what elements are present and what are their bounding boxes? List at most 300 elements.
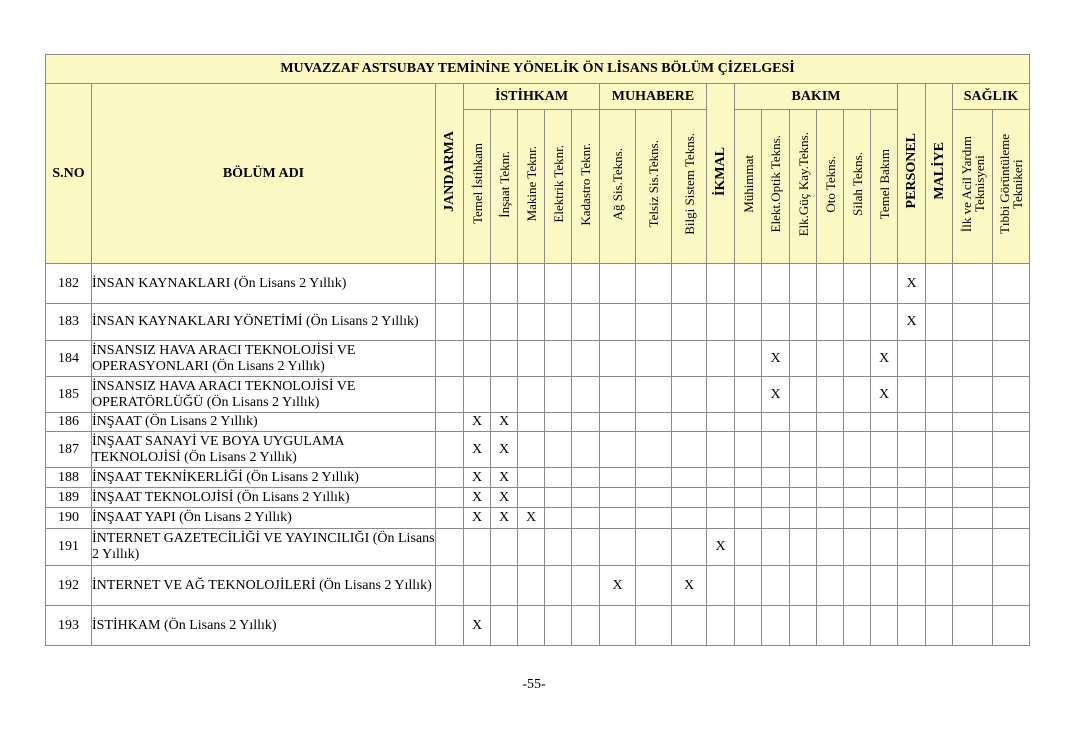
mark-cell xyxy=(572,508,600,529)
mark-cell: X xyxy=(518,508,545,529)
mark-cell xyxy=(572,606,600,646)
mark-cell xyxy=(790,264,817,304)
header-col-ag-sis-tekns xyxy=(600,110,636,264)
mark-cell xyxy=(993,377,1030,413)
header-label: Kadastro Teknr. xyxy=(578,142,593,226)
mark-cell xyxy=(735,341,762,377)
mark-cell xyxy=(491,341,518,377)
mark-cell xyxy=(672,606,707,646)
mark-cell xyxy=(707,606,735,646)
mark-cell xyxy=(518,488,545,508)
row-number: 184 xyxy=(46,341,92,377)
mark-cell xyxy=(707,432,735,468)
header-col-insaat-teknr xyxy=(491,110,518,264)
mark-cell: X xyxy=(491,413,518,432)
mark-cell xyxy=(762,432,790,468)
mark-cell: X xyxy=(898,264,926,304)
mark-cell xyxy=(953,606,993,646)
mark-cell xyxy=(898,413,926,432)
header-label: İlk ve Acil Yardım Teknisyeni xyxy=(958,135,987,233)
mark-cell xyxy=(707,304,735,341)
header-col-makine-teknr xyxy=(518,110,545,264)
mark-cell xyxy=(871,488,898,508)
mark-cell xyxy=(707,468,735,488)
header-col-telsiz-sis-tekns xyxy=(636,110,672,264)
mark-cell xyxy=(735,264,762,304)
mark-cell xyxy=(993,341,1030,377)
mark-cell xyxy=(735,413,762,432)
mark-cell: X xyxy=(898,304,926,341)
mark-cell xyxy=(436,432,464,468)
row-number: 186 xyxy=(46,413,92,432)
mark-cell xyxy=(672,468,707,488)
mark-cell xyxy=(898,432,926,468)
table-row xyxy=(46,432,1030,468)
program-name: İSTİHKAM (Ön Lisans 2 Yıllık) xyxy=(92,606,436,646)
mark-cell xyxy=(817,304,844,341)
mark-cell xyxy=(735,529,762,566)
mark-cell: X xyxy=(600,566,636,606)
mark-cell xyxy=(790,341,817,377)
header-label: MALİYE xyxy=(931,142,947,200)
mark-cell xyxy=(545,377,572,413)
mark-cell xyxy=(993,468,1030,488)
header-col-ilk-acil-yardim xyxy=(953,110,993,264)
mark-cell xyxy=(436,341,464,377)
mark-cell xyxy=(491,529,518,566)
row-number: 190 xyxy=(46,508,92,529)
mark-cell xyxy=(953,432,993,468)
mark-cell xyxy=(762,304,790,341)
mark-cell: X xyxy=(491,508,518,529)
mark-cell: X xyxy=(491,468,518,488)
mark-cell xyxy=(817,566,844,606)
mark-cell xyxy=(926,413,953,432)
mark-cell xyxy=(898,508,926,529)
mark-cell: X xyxy=(762,341,790,377)
mark-cell xyxy=(545,508,572,529)
mark-cell xyxy=(844,377,871,413)
mark-cell xyxy=(636,606,672,646)
mark-cell xyxy=(993,304,1030,341)
mark-cell xyxy=(844,264,871,304)
mark-cell xyxy=(926,304,953,341)
mark-cell xyxy=(518,341,545,377)
mark-cell xyxy=(871,432,898,468)
row-number: 187 xyxy=(46,432,92,468)
mark-cell xyxy=(993,488,1030,508)
mark-cell xyxy=(993,508,1030,529)
mark-cell xyxy=(436,304,464,341)
row-number: 189 xyxy=(46,488,92,508)
mark-cell xyxy=(844,488,871,508)
mark-cell xyxy=(600,377,636,413)
mark-cell xyxy=(672,488,707,508)
program-name: İNSAN KAYNAKLARI (Ön Lisans 2 Yıllık) xyxy=(92,264,436,304)
mark-cell xyxy=(518,304,545,341)
header-label: Makine Teknr. xyxy=(523,146,539,222)
mark-cell xyxy=(600,341,636,377)
mark-cell xyxy=(672,529,707,566)
mark-cell: X xyxy=(464,508,491,529)
mark-cell xyxy=(572,488,600,508)
header-sno: S.NO xyxy=(46,84,92,264)
mark-cell xyxy=(993,264,1030,304)
header-col-muhimmat xyxy=(735,110,762,264)
mark-cell xyxy=(636,468,672,488)
mark-cell: X xyxy=(464,606,491,646)
mark-cell xyxy=(871,508,898,529)
mark-cell xyxy=(545,606,572,646)
mark-cell xyxy=(572,468,600,488)
mark-cell: X xyxy=(707,529,735,566)
mark-cell xyxy=(762,566,790,606)
mark-cell xyxy=(790,413,817,432)
mark-cell xyxy=(600,488,636,508)
mark-cell xyxy=(993,413,1030,432)
mark-cell xyxy=(518,566,545,606)
header-label: Ağ Sis.Tekns. xyxy=(610,147,625,221)
row-number: 183 xyxy=(46,304,92,341)
mark-cell xyxy=(844,529,871,566)
mark-cell xyxy=(572,341,600,377)
mark-cell xyxy=(636,304,672,341)
program-name: İNŞAAT TEKNİKERLİĞİ (Ön Lisans 2 Yıllık) xyxy=(92,468,436,488)
row-number: 185 xyxy=(46,377,92,413)
mark-cell xyxy=(545,264,572,304)
mark-cell xyxy=(735,377,762,413)
mark-cell xyxy=(926,606,953,646)
mark-cell xyxy=(953,413,993,432)
mark-cell xyxy=(762,606,790,646)
row-number: 188 xyxy=(46,468,92,488)
table-row xyxy=(46,566,1030,606)
mark-cell xyxy=(817,432,844,468)
mark-cell xyxy=(464,264,491,304)
mark-cell xyxy=(636,264,672,304)
mark-cell xyxy=(464,529,491,566)
mark-cell xyxy=(636,488,672,508)
mark-cell xyxy=(898,488,926,508)
mark-cell xyxy=(926,377,953,413)
mark-cell xyxy=(993,606,1030,646)
mark-cell xyxy=(572,529,600,566)
mark-cell xyxy=(707,566,735,606)
group-muhabere: MUHABERE xyxy=(600,84,707,110)
mark-cell xyxy=(600,508,636,529)
row-number: 191 xyxy=(46,529,92,566)
mark-cell xyxy=(636,432,672,468)
header-label: Elk.Güç Kay.Tekns. xyxy=(795,131,811,237)
mark-cell xyxy=(871,529,898,566)
mark-cell xyxy=(436,488,464,508)
mark-cell xyxy=(762,488,790,508)
mark-cell xyxy=(871,264,898,304)
mark-cell xyxy=(600,432,636,468)
mark-cell xyxy=(817,413,844,432)
mark-cell xyxy=(844,341,871,377)
header-col-elekt-optik-tekns xyxy=(762,110,790,264)
mark-cell xyxy=(672,341,707,377)
mark-cell xyxy=(572,432,600,468)
mark-cell xyxy=(545,529,572,566)
header-col-temel-istihkam xyxy=(464,110,491,264)
header-label: Temel İstihkam xyxy=(469,143,485,225)
header-label: Mühimmat xyxy=(740,155,756,213)
mark-cell xyxy=(993,432,1030,468)
mark-cell xyxy=(844,432,871,468)
group-bakim: BAKIM xyxy=(735,84,898,110)
mark-cell xyxy=(436,529,464,566)
header-label: PERSONEL xyxy=(904,133,919,209)
mark-cell xyxy=(518,468,545,488)
mark-cell: X xyxy=(871,341,898,377)
table-row xyxy=(46,341,1030,377)
table-row xyxy=(46,488,1030,508)
mark-cell xyxy=(871,566,898,606)
mark-cell xyxy=(762,468,790,488)
table-row xyxy=(46,468,1030,488)
mark-cell xyxy=(436,566,464,606)
mark-cell xyxy=(898,377,926,413)
mark-cell xyxy=(926,264,953,304)
mark-cell xyxy=(518,606,545,646)
header-col-maliye xyxy=(926,84,953,264)
mark-cell xyxy=(518,413,545,432)
mark-cell xyxy=(491,566,518,606)
table-row xyxy=(46,508,1030,529)
mark-cell xyxy=(464,566,491,606)
mark-cell xyxy=(672,377,707,413)
header-label: Telsiz Sis.Tekns. xyxy=(646,140,661,228)
mark-cell xyxy=(817,488,844,508)
mark-cell xyxy=(735,508,762,529)
header-col-silah-tekns xyxy=(844,110,871,264)
mark-cell xyxy=(672,304,707,341)
mark-cell xyxy=(518,264,545,304)
mark-cell xyxy=(636,566,672,606)
mark-cell xyxy=(707,377,735,413)
header-label: İnşaat Teknr. xyxy=(496,150,512,218)
header-col-jandarma xyxy=(436,84,464,264)
mark-cell: X xyxy=(672,566,707,606)
mark-cell xyxy=(790,529,817,566)
mark-cell xyxy=(898,468,926,488)
mark-cell xyxy=(926,508,953,529)
mark-cell xyxy=(790,432,817,468)
mark-cell xyxy=(572,413,600,432)
header-label: JANDARMA xyxy=(442,130,457,212)
program-name: İNŞAAT TEKNOLOJİSİ (Ön Lisans 2 Yıllık) xyxy=(92,488,436,508)
mark-cell xyxy=(436,468,464,488)
table-row xyxy=(46,413,1030,432)
mark-cell xyxy=(926,341,953,377)
group-saglik: SAĞLIK xyxy=(953,84,1030,110)
header-col-elk-guc-kay-tekns xyxy=(790,110,817,264)
mark-cell xyxy=(464,341,491,377)
mark-cell xyxy=(844,508,871,529)
mark-cell xyxy=(636,377,672,413)
mark-cell xyxy=(953,377,993,413)
mark-cell xyxy=(898,529,926,566)
mark-cell xyxy=(600,606,636,646)
mark-cell: X xyxy=(491,488,518,508)
mark-cell xyxy=(518,529,545,566)
mark-cell xyxy=(844,606,871,646)
mark-cell xyxy=(735,304,762,341)
mark-cell xyxy=(436,264,464,304)
mark-cell xyxy=(898,606,926,646)
mark-cell xyxy=(572,566,600,606)
mark-cell xyxy=(545,432,572,468)
mark-cell xyxy=(844,566,871,606)
mark-cell xyxy=(926,432,953,468)
mark-cell xyxy=(993,529,1030,566)
mark-cell xyxy=(953,468,993,488)
group-istihkam: İSTİHKAM xyxy=(464,84,600,110)
header-label: Tıbbi Görüntüleme Teknikeri xyxy=(997,133,1025,234)
mark-cell xyxy=(572,264,600,304)
mark-cell xyxy=(545,488,572,508)
mark-cell xyxy=(926,468,953,488)
mark-cell xyxy=(491,606,518,646)
mark-cell xyxy=(817,377,844,413)
mark-cell xyxy=(871,468,898,488)
mark-cell xyxy=(790,566,817,606)
header-col-bilgi-sistem-tekns xyxy=(672,110,707,264)
table-title: MUVAZZAF ASTSUBAY TEMİNİNE YÖNELİK ÖN LİSANS BÖLÜM ÇİZELGESİ xyxy=(46,55,1030,84)
header-label: Temel Bakım xyxy=(876,148,892,220)
mark-cell xyxy=(707,264,735,304)
mark-cell xyxy=(735,432,762,468)
program-name: İNSAN KAYNAKLARI YÖNETİMİ (Ön Lisans 2 Yıllık) xyxy=(92,304,436,341)
table-row xyxy=(46,529,1030,566)
row-number: 182 xyxy=(46,264,92,304)
mark-cell xyxy=(600,304,636,341)
mark-cell: X xyxy=(871,377,898,413)
mark-cell xyxy=(572,304,600,341)
mark-cell xyxy=(790,508,817,529)
mark-cell xyxy=(817,606,844,646)
table-row xyxy=(46,377,1030,413)
mark-cell xyxy=(898,341,926,377)
mark-cell xyxy=(871,304,898,341)
mark-cell xyxy=(790,468,817,488)
table-row xyxy=(46,606,1030,646)
mark-cell xyxy=(464,304,491,341)
page-number: -55- xyxy=(522,677,546,692)
mark-cell xyxy=(572,377,600,413)
mark-cell xyxy=(735,606,762,646)
header-col-personel xyxy=(898,84,926,264)
mark-cell: X xyxy=(464,488,491,508)
mark-cell xyxy=(636,529,672,566)
mark-cell xyxy=(953,508,993,529)
mark-cell xyxy=(953,264,993,304)
mark-cell xyxy=(436,606,464,646)
program-name: İNTERNET VE AĞ TEKNOLOJİLERİ (Ön Lisans 2 Yıllık) xyxy=(92,566,436,606)
mark-cell xyxy=(672,264,707,304)
mark-cell xyxy=(436,377,464,413)
mark-cell xyxy=(672,432,707,468)
mark-cell xyxy=(817,264,844,304)
mark-cell xyxy=(636,508,672,529)
mark-cell xyxy=(993,566,1030,606)
mark-cell xyxy=(953,488,993,508)
mark-cell xyxy=(790,488,817,508)
mark-cell xyxy=(926,566,953,606)
mark-cell xyxy=(491,377,518,413)
header-label: Bilgi Sistem Tekns. xyxy=(681,133,697,235)
mark-cell xyxy=(636,413,672,432)
mark-cell xyxy=(636,341,672,377)
header-label: Elektrik Teknr. xyxy=(550,145,566,223)
mark-cell xyxy=(790,377,817,413)
mark-cell xyxy=(871,413,898,432)
program-name: İNTERNET GAZETECİLİĞİ VE YAYINCILIĞI (Ön Lisans 2 Yıllık) xyxy=(92,529,436,566)
mark-cell xyxy=(600,468,636,488)
mark-cell: X xyxy=(762,377,790,413)
header-col-kadastro-teknr xyxy=(572,110,600,264)
mark-cell: X xyxy=(464,432,491,468)
mark-cell xyxy=(600,529,636,566)
row-number: 192 xyxy=(46,566,92,606)
mark-cell xyxy=(762,508,790,529)
mark-cell xyxy=(953,529,993,566)
header-label: Silah Tekns. xyxy=(849,152,865,216)
header-label: İKMAL xyxy=(713,146,728,196)
mark-cell xyxy=(518,377,545,413)
mark-cell xyxy=(707,413,735,432)
mark-cell: X xyxy=(491,432,518,468)
mark-cell xyxy=(436,508,464,529)
mark-cell xyxy=(735,488,762,508)
mark-cell xyxy=(762,264,790,304)
header-col-elektrik-teknr xyxy=(545,110,572,264)
mark-cell xyxy=(545,413,572,432)
header-label: Oto Tekns. xyxy=(822,155,838,213)
mark-cell xyxy=(926,529,953,566)
mark-cell xyxy=(436,413,464,432)
mark-cell xyxy=(545,468,572,488)
mark-cell xyxy=(600,413,636,432)
mark-cell xyxy=(898,566,926,606)
table-row xyxy=(46,304,1030,341)
mark-cell xyxy=(790,304,817,341)
mark-cell xyxy=(817,529,844,566)
mark-cell xyxy=(871,606,898,646)
mark-cell xyxy=(953,341,993,377)
mark-cell xyxy=(672,508,707,529)
program-name: İNSANSIZ HAVA ARACI TEKNOLOJİSİ VE OPERASYONLARI (Ön Lisans 2 Yıllık) xyxy=(92,341,436,377)
program-name: İNŞAAT SANAYİ VE BOYA UYGULAMA TEKNOLOJİSİ (Ön Lisans 2 Yıllık) xyxy=(92,432,436,468)
header-col-oto-tekns xyxy=(817,110,844,264)
mark-cell xyxy=(491,304,518,341)
mark-cell xyxy=(762,529,790,566)
mark-cell xyxy=(464,377,491,413)
table-row xyxy=(46,264,1030,304)
mark-cell xyxy=(817,468,844,488)
header-col-temel-bakim xyxy=(871,110,898,264)
mark-cell xyxy=(953,566,993,606)
mark-cell xyxy=(844,468,871,488)
mark-cell xyxy=(817,508,844,529)
program-name: İNSANSIZ HAVA ARACI TEKNOLOJİSİ VE OPERATÖRLÜĞÜ (Ön Lisans 2 Yıllık) xyxy=(92,377,436,413)
mark-cell xyxy=(545,304,572,341)
table-body xyxy=(46,264,1030,646)
row-number: 193 xyxy=(46,606,92,646)
mark-cell xyxy=(707,508,735,529)
